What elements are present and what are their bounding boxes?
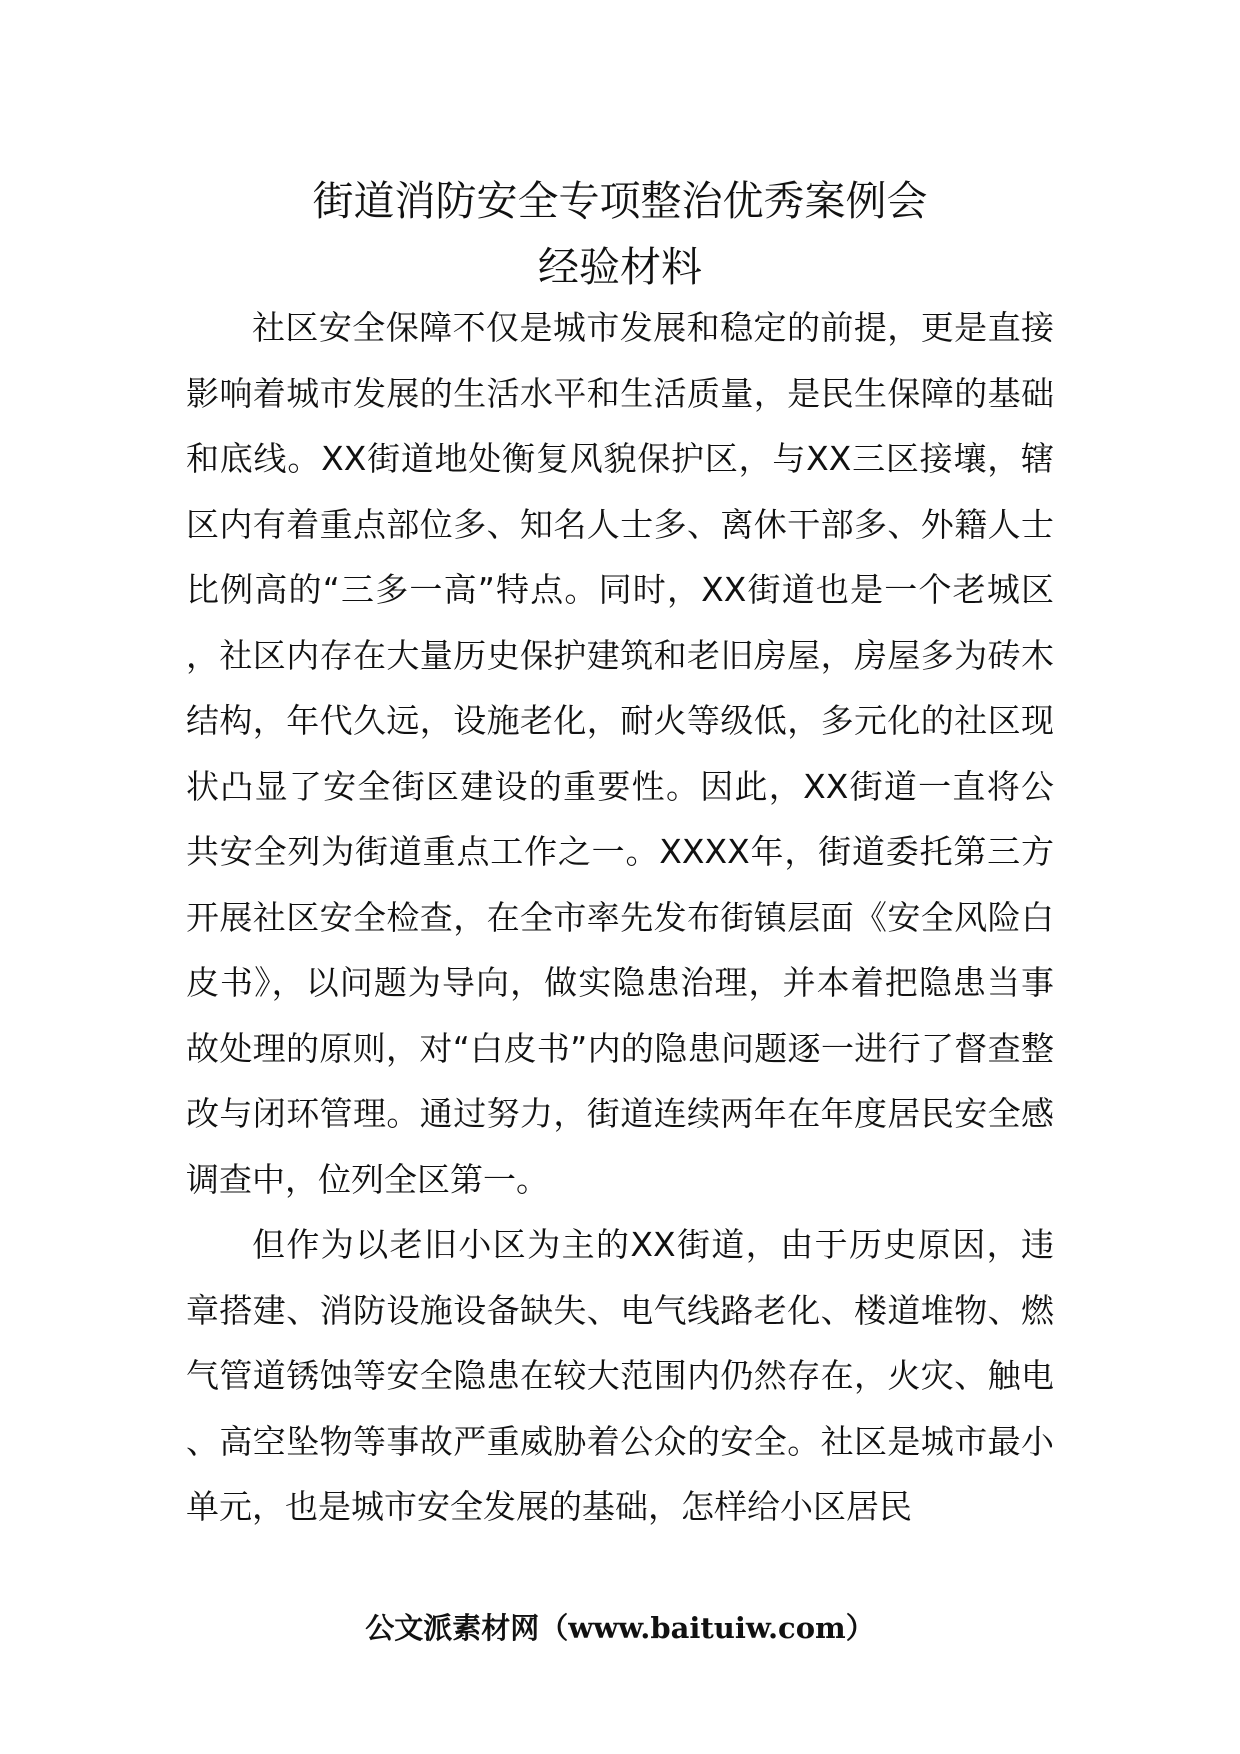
footer-source-text: 公文派素材网（www.baituiw.com）: [365, 1611, 875, 1645]
document-body: [186, 295, 1054, 1540]
body-paragraph-1: 社区安全保障不仅是城市发展和稳定的前提，更是直接影响着城市发展的生活水平和生活质量，是民生保障的基础和底线。XX街道地处衡复风貌保护区，与XX三区接壤，辖区内有着重点部位多、知名人士多、离休干部多、外籍人士比例高的“三多一高”特点。同时，XX街道也是一个老城区，社区内存在大量历史保护建筑和老旧房屋，房屋多为砖木结构，年代久远，设施老化，耐火等级低，多元化的社区现状凸显了安全街区建设的重要性。因此，XX街道一直将公共安全列为街道重点工作之一。XXXX年，街道委托第三方开展社区安全检查，在全市率先发布街镇层面《安全风险白皮书》，以问题为导向，做实隐患治理，并本着把隐患当事故处理的原则，对“白皮书”内的隐患问题逐一进行了督查整改与闭环管理。通过努力，街道连续两年在年度居民安全感调查中，位列全区第一。: [186, 308, 1054, 1199]
body-paragraph-2: 但作为以老旧小区为主的XX街道，由于历史原因，违章搭建、消防设施设备缺失、电气线路老化、楼道堆物、燃气管道锈蚀等安全隐患在较大范围内仍然存在，火灾、触电、高空坠物等事故严重威胁着公众的安全。社区是城市最小单元，也是城市安全发展的基础，怎样给小区居民: [186, 1225, 1054, 1526]
document-title-line2: 经验材料: [538, 243, 702, 291]
document-title-line1: 街道消防安全专项整治优秀案例会: [312, 177, 928, 225]
